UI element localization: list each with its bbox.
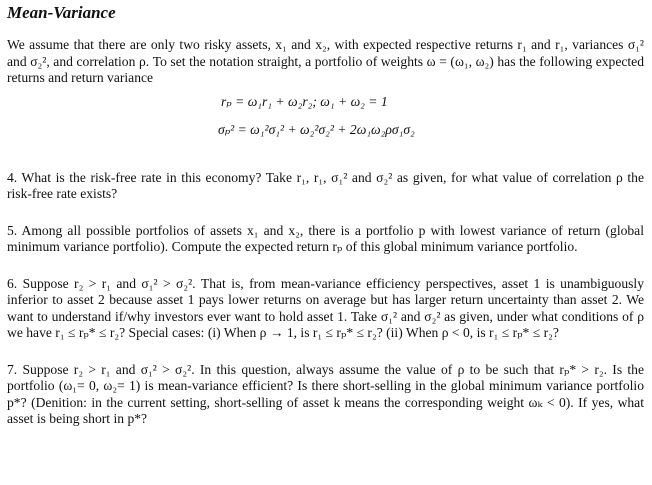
section-title: Mean-Variance bbox=[7, 3, 116, 22]
question-7: 7. Suppose r₂ > r₁ and σ₁² > σ₂². In this question, always assume the value of ρ to be such that rₚ* > r₂. Is the portfolio (ω₁= 0, ω₂= 1) is mean-variance efficient? Is there short-selling in the global minimum variance portfolio p*? (Denition: in the current setting, short-selling of asset k means the corresponding weight ωₖ < 0). If yes, what asset is being short in p*? bbox=[7, 361, 644, 426]
question-4: 4. What is the risk-free rate in this economy? Take r₁, r₁, σ₁² and σ₂² as given, for what value of correlation ρ the risk-free rate exists? bbox=[7, 169, 644, 201]
portfolio-return-equation: rₚ = ω₁r₁ + ω₂r₂; ω₁ + ω₂ = 1 bbox=[221, 93, 388, 109]
intro-paragraph: We assume that there are only two risky assets, x₁ and x₂, with expected respective returns r₁ and r₁, variances σ₁² and σ₂², and correlation ρ. To set the notation straight, a portfolio of weights ω = (ω₁, ω₂) has the following expected returns and return variance bbox=[7, 37, 644, 85]
equation-block bbox=[7, 93, 644, 139]
question-5: 5. Among all possible portfolios of assets x₁ and x₂, there is a portfolio p with lowest variance of return (global minimum variance portfolio). Compute the expected return rₚ of this global minimum variance portfolio. bbox=[7, 222, 644, 254]
portfolio-variance-equation: σₚ² = ω₁²σ₁² + ω₂²σ₂² + 2ω₁ω₂ρσ₁σ₂ bbox=[218, 121, 415, 137]
question-6: 6. Suppose r₂ > r₁ and σ₁² > σ₂². That is, from mean-variance efficiency perspectives, asset 1 is unambiguously inferior to asset 2 because asset 1 pays lower returns on average but has larger return uncertainty than asset 2. We want to understand if/why investors ever want to hold asset 1. Take σ₁² and σ₂² as given, under what conditions of ρ we have r₁ ≤ rₚ* ≤ r₂? Special cases: (i) When ρ → 1, is r₁ ≤ rₚ* ≤ r₂? (ii) When ρ < 0, is r₁ ≤ rₚ* ≤ r₂? bbox=[7, 275, 644, 340]
